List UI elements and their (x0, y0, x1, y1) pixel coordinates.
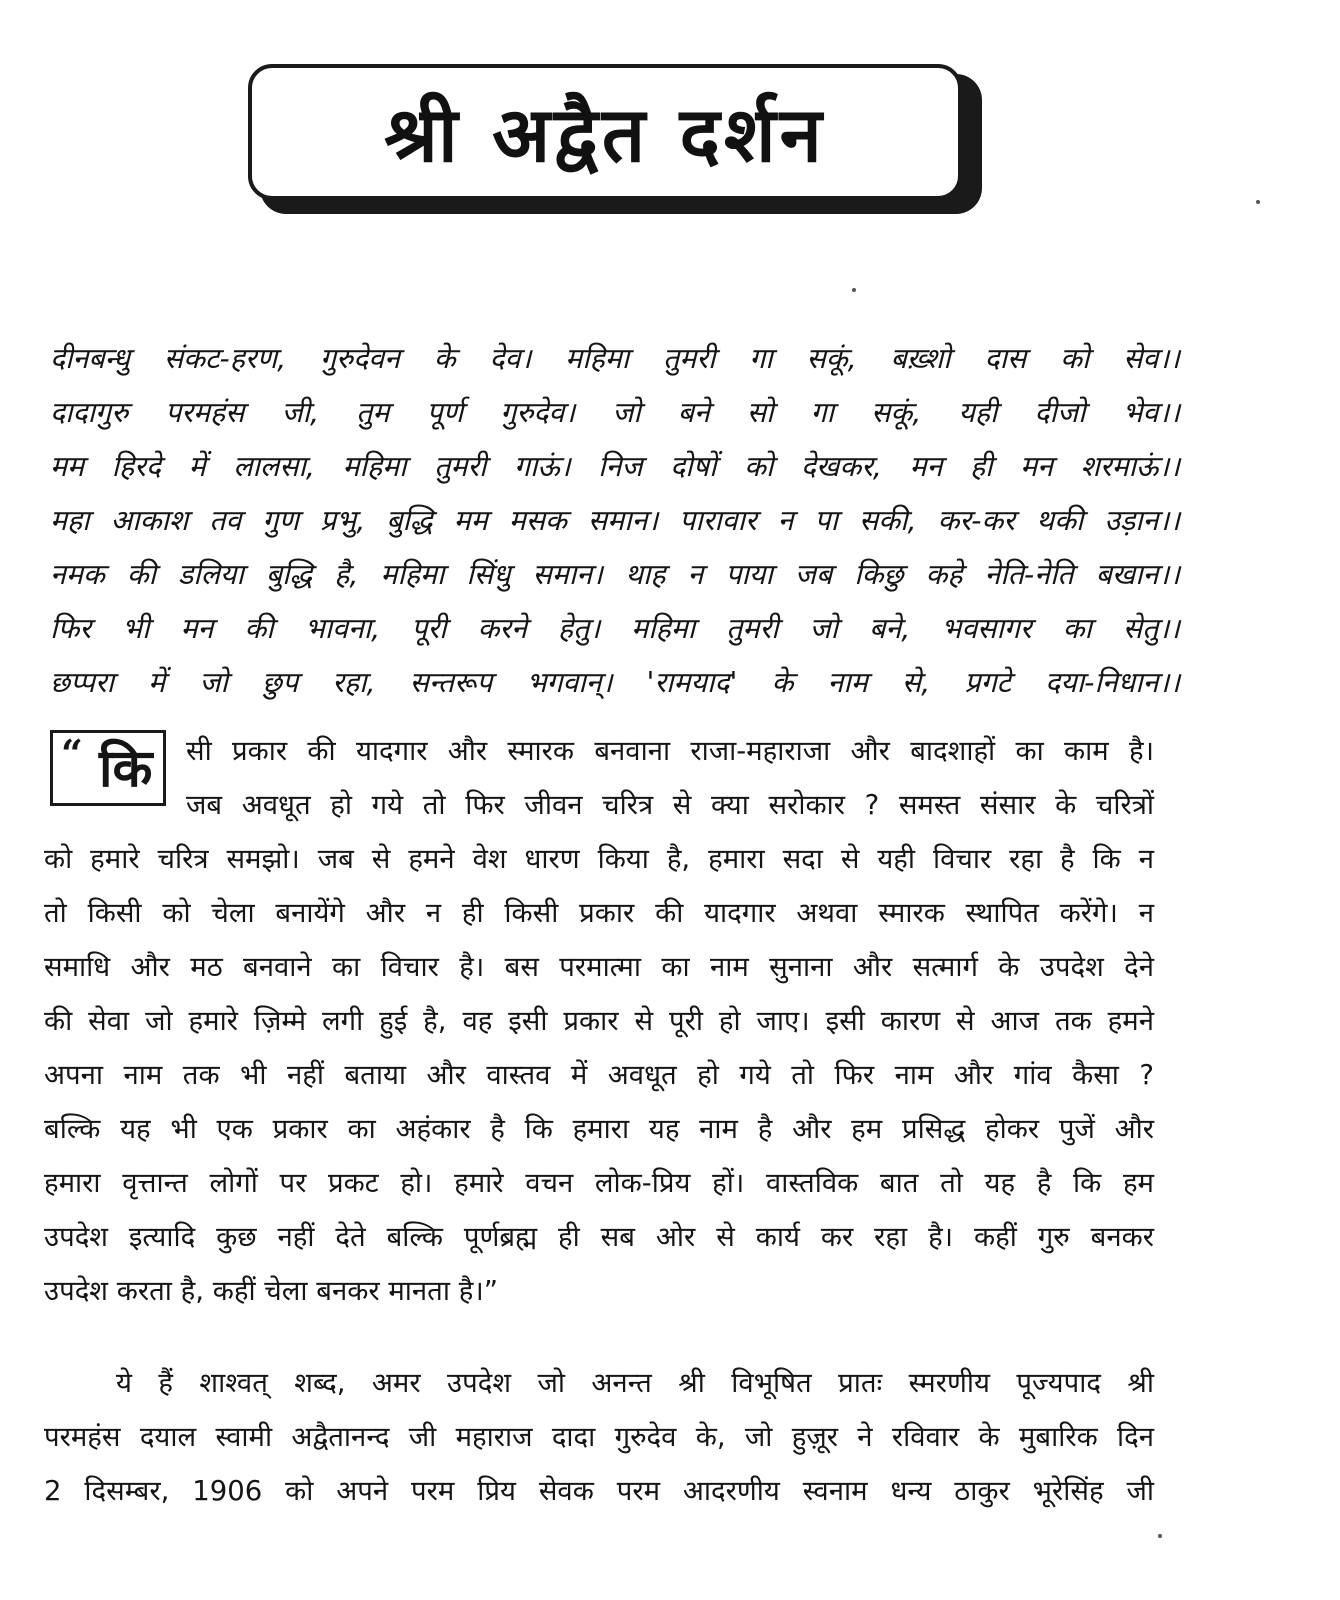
closing-line: ये हैं शाश्वत् शब्द, अमर उपदेश जो अनन्त श्री विभूषित प्रातः स्मरणीय पूज्यपाद श्री (116, 1367, 1154, 1399)
quote-line: अपना नाम तक भी नहीं बताया और वास्तव में अवधूत हो गये तो फिर नाम और गांव कैसा ? (44, 1059, 1154, 1091)
quote-line: सी प्रकार की यादगार और स्मारक बनवाना राजा-महाराजा और बादशाहों का काम है। (186, 735, 1154, 767)
speck (1158, 1534, 1162, 1538)
verse-line: दादागुरु परमहंस जी, तुम पूर्ण गुरुदेव। जो बने सो गा सकूं, यही दीजो भेव।। (50, 396, 1180, 429)
verse-line: मम हिरदे में लालसा, महिमा तुमरी गाऊं। निज दोषों को देखकर, मन ही मन शरमाऊं।। (50, 450, 1180, 483)
quote-line: की सेवा जो हमारे ज़िम्मे लगी हुई है, वह इसी प्रकार से पूरी हो जाए। इसी कारण से आज तक हमने (44, 1005, 1154, 1037)
quote-line: बल्कि यह भी एक प्रकार का अहंकार है कि हमारा यह नाम है और हम प्रसिद्ध होकर पुजें और (44, 1113, 1154, 1145)
drop-cap-letter: कि (99, 739, 153, 799)
page-title: श्री अद्वैत दर्शन (384, 89, 826, 179)
quote-line: उपदेश इत्यादि कुछ नहीं देते बल्कि पूर्णब्रह्म ही सब ओर से कार्य कर रहा है। कहीं गुरु बनकर (44, 1221, 1154, 1253)
quote-line: उपदेश करता है, कहीं चेला बनकर मानता है।” (44, 1275, 498, 1307)
verse-line: दीनबन्धु संकट-हरण, गुरुदेवन के देव। महिमा तुमरी गा सकूं, बख़्शो दास को सेव।। (50, 342, 1180, 375)
title-box (248, 64, 962, 200)
drop-cap-box (50, 730, 166, 806)
opening-quote-mark: “ (61, 731, 83, 776)
verse-line: महा आकाश तव गुण प्रभु, बुद्धि मम मसक समान। पारावार न पा सकी, कर-कर थकी उड़ान।। (50, 504, 1180, 537)
quote-line: जब अवधूत हो गये तो फिर जीवन चरित्र से क्या सरोकार ? समस्त संसार के चरित्रों (186, 789, 1154, 821)
verse-block (50, 332, 1180, 710)
speck (852, 288, 856, 292)
quote-line: तो किसी को चेला बनायेंगे और न ही किसी प्रकार की यादगार अथवा स्मारक स्थापित करेंगे। न (44, 897, 1154, 929)
verse-line: छप्परा में जो छुप रहा, सन्तरूप भगवान्। 'रामयाद' के नाम से, प्रगटे दया-निधान।। (50, 666, 1180, 699)
verse-line: फिर भी मन की भावना, पूरी करने हेतु। महिमा तुमरी जो बने, भवसागर का सेतु।। (50, 612, 1180, 645)
verse-line: नमक की डलिया बुद्धि है, महिमा सिंधु समान। थाह न पाया जब किछु कहे नेति-नेति बखान।। (50, 558, 1180, 591)
closing-line: परमहंस दयाल स्वामी अद्वैतानन्द जी महाराज दादा गुरुदेव के, जो हुज़ूर ने रविवार के मुबारिक दिन (44, 1421, 1154, 1453)
quote-line: हमारा वृत्तान्त लोगों पर प्रकट हो। हमारे वचन लोक-प्रिय हों। वास्तविक बात तो यह है कि हम (44, 1167, 1154, 1199)
quote-line: को हमारे चरित्र समझो। जब से हमने वेश धारण किया है, हमारा सदा से यही विचार रहा है कि न (44, 843, 1154, 875)
speck (1256, 200, 1260, 204)
closing-line: 2 दिसम्बर, 1906 को अपने परम प्रिय सेवक परम आदरणीय स्वनाम धन्य ठाकुर भूरेसिंह जी (44, 1475, 1154, 1507)
quote-line: समाधि और मठ बनवाने का विचार है। बस परमात्मा का नाम सुनाना और सत्मार्ग के उपदेश देने (44, 951, 1154, 983)
